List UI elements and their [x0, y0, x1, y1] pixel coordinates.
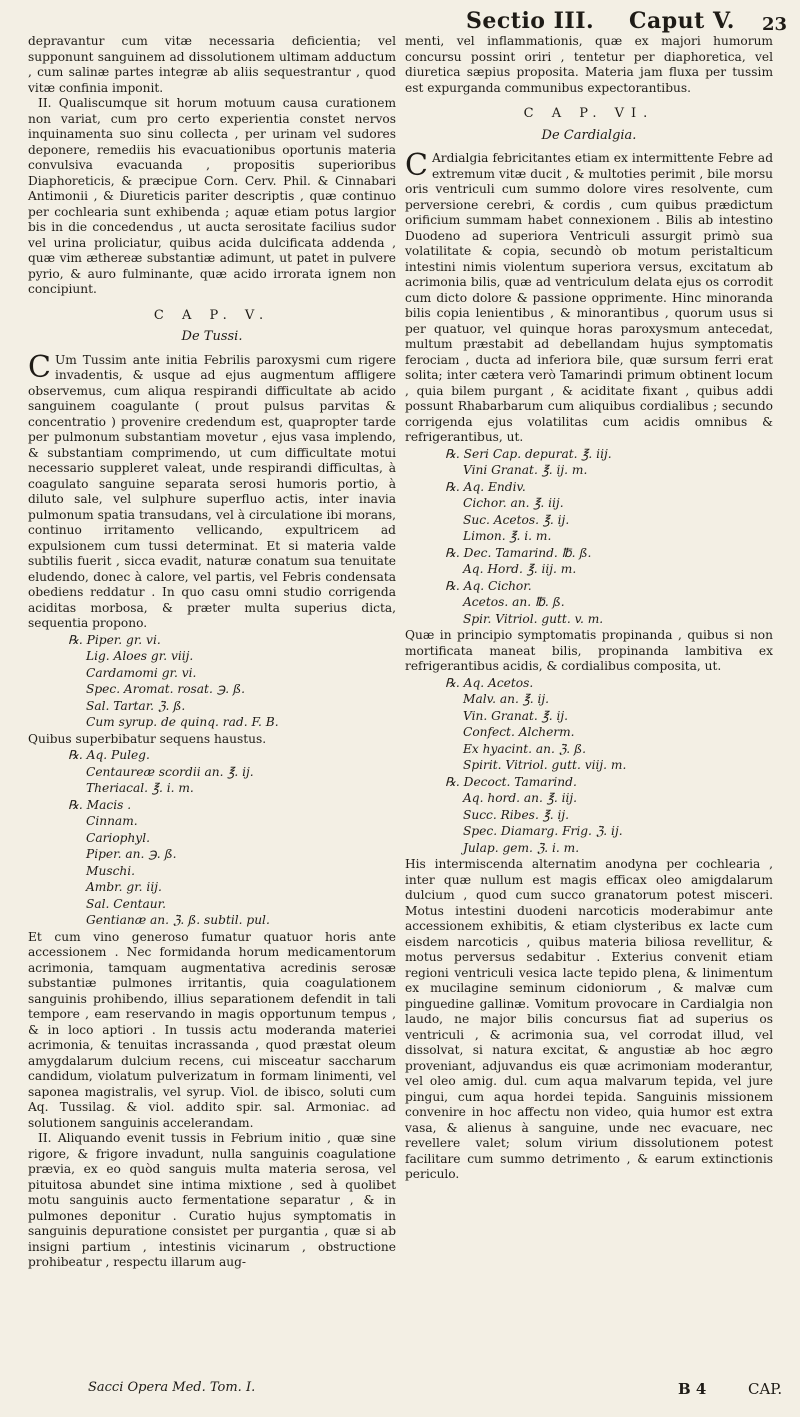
- chapter-title: Caput V.: [629, 8, 735, 34]
- recipe-line: Centaureæ scordii an. ℥. ij.: [86, 764, 254, 779]
- recipe-line: ℞. Seri Cap. depurat. ℥. iij.: [445, 446, 612, 461]
- paragraph: [28, 349, 396, 632]
- paragraph-text: Um Tussim ante initia Febrilis paroxysmi cum rigere invadentis, & usque ad ejus augmentum affligere observemus, cum aliqua respirandi difficultate ab acido sanguinem coagulante ( prout pulsus parvitas & concentratio ) provenire credendum est, quapropter tarde per pulmonum substantiam movetur , ejus vasa implendo, & substantiam comprimendo, ut cum difficultate motui necessario suppleret valeat, unde respirandi difficultas, à coagulato sanguine separata serosi humoris portio, à diluto sale, vel sulphure superfluo actis, inter inavia pulmonum spatia transudans, vel à circulatione ibi morans, continuo irritamento vellicando, expultricem ad expulsionem cum tussi determinat. Et si materia valde subtilis fuerit , sicca evadit, naturæ conatum sua tenuitate eludendo, donec à calore, vel partis, vel Febris condensata obediens reddatur . In quo casu omni studio corrigenda aciditas morbosa, & præter multa superius dicta, sequentia propono.: [28, 352, 396, 630]
- recipe-line: Aq. hord. an. ℥. iij.: [463, 791, 578, 805]
- recipe-line: Ambr. gr. iij.: [86, 880, 162, 894]
- running-title: Sacci Opera Med. Tom. I.: [88, 1380, 256, 1395]
- paragraph: menti, vel inflammationis, quæ ex majori humorum concursu possint oriri , tentetur per diaphoretica, vel diuretica sæpius proposita. Materia jam fluxa per tussim est expurganda communibus expectorantibus.: [405, 34, 773, 95]
- recipe-line: Sal. Centaur.: [86, 896, 167, 911]
- recipe-line: Aq. Hord. ℥. iij. m.: [463, 562, 577, 576]
- recipe-line: Vin. Granat. ℥. ij.: [463, 708, 569, 723]
- recipe-line: ℞. Aq. Puleg.: [68, 748, 150, 762]
- chapter-subtitle: De Tussi.: [181, 329, 243, 344]
- paragraph: II. Aliquando evenit tussis in Febrium initio , quæ sine rigore, & frigore invadunt, nulla sanguinis coagulatione prævia, ex eo quòd sanguis multa materia serosa, vel pituitosa abundet sine intima mixtione , sed à quolibet motu sanguinis aucto fermentatione separatur , & in pulmones deponitur . Curatio hujus symptomatis in sanguinis depuratione consistet per purgantia , quæ si ab insigni partium , intestinis vicinarum , obstructione prohibeatur , respectu illarum aug-: [28, 1131, 396, 1269]
- recipe-line: Cariophyl.: [86, 830, 150, 845]
- recipe-line: ℞. Aq. Acetos.: [445, 675, 534, 690]
- paragraph: [405, 148, 773, 446]
- right-column: [405, 34, 773, 1183]
- chapter-heading: C A P. V.: [153, 307, 271, 323]
- paragraph: depravantur cum vitæ necessaria deficientia; vel supponunt sanguinem ad dissolutionem ultimam adductum , cum salinæ partes integræ ab aliis sequestrantur , quod vitæ confinia imponit.: [28, 34, 396, 95]
- paragraph: Quibus superbibatur sequens haustus.: [28, 731, 267, 746]
- recipe-line: Succ. Ribes. ℥. ij.: [463, 807, 570, 822]
- paragraph: Quæ in principio symptomatis propinanda , quibus si non mortificata maneat bilis, propinanda lambitiva ex refrigerantibus acidis, & cordialibus composita, ut.: [405, 628, 773, 673]
- paragraph: II. Qualiscumque sit horum motuum causa curationem non variat, cum pro certo experientia constet nervos inquinamenta suo sinu collecta , per urinam vel sudores deponere, remediis his evacuationibus oportunis materia convulsiva evacuanda , propositis superioribus Diaphoreticis, & præcipue Corn. Cerv. Phil. & Cinnabari Antimonii , & Diureticis pariter descriptis , quæ continuo per cochlearia sunt exhibenda ; aquæ etiam potus largior bis in die concedendus , ut aucta serositate facilius sudor vel urina proliciatur, quibus acida dulcificata addenda , quæ vim æthereæ substantiæ adimunt, ut patet in pulvere pyrio, & auro fulminante, quæ acido irrorata ignem non concipiunt.: [28, 96, 396, 296]
- chapter-heading: C A P. VI.: [523, 106, 655, 121]
- recipe-line: Malv. an. ℥. ij.: [463, 692, 550, 706]
- drop-cap: C: [405, 148, 428, 183]
- signature-mark: B 4: [678, 1380, 707, 1398]
- recipe-line: ℞. Dec. Tamarind. ℔. ß.: [445, 545, 592, 560]
- recipe-line: Gentianæ an. ℨ. ß. subtil. pul.: [86, 913, 270, 927]
- recipe-line: Limon. ℥. i. m.: [463, 529, 552, 543]
- recipe-line: Cinnam.: [86, 814, 138, 828]
- recipe-line: Spir. Vitriol. gutt. v. m.: [463, 611, 604, 626]
- page-footer: [28, 1380, 783, 1404]
- recipe-line: Vini Granat. ℥. ij. m.: [463, 463, 588, 477]
- recipe-line: Suc. Acetos. ℥. ij.: [463, 512, 570, 527]
- recipe-line: ℞. Aq. Endiv.: [445, 479, 526, 494]
- recipe-line: Spec. Diamarg. Frig. ℨ. ij.: [463, 824, 623, 838]
- recipe-line: Cichor. an. ℥. iij.: [463, 496, 564, 510]
- recipe-line: Lig. Aloes gr. viij.: [86, 649, 194, 663]
- recipe-line: Spec. Aromat. rosat. ℈. ß.: [86, 682, 245, 696]
- recipe-line: Ex hyacint. an. ℨ. ß.: [463, 741, 586, 756]
- catchword: CAP.: [748, 1380, 783, 1398]
- section-title: Sectio III.: [466, 8, 595, 34]
- paragraph: Et cum vino generoso fumatur quatuor horis ante accessionem . Nec formidanda horum medicamentorum acrimonia, tamquam augmentativa acredinis serosæ substantiæ pulmones irritantis, quia coagulationem sanguinis prohibendo, illius separationem defendit in tali tempore , eam reservando in magis opportunum tempus , & in loco aptiori . In tussis actu moderanda materiei acrimonia, & tenuitas incrassanda , quod præstat oleum amygdalarum dulcium recens, cui misceatur saccharum candidum, violatum pulverizatum in formam linimenti, vel saponea magistralis, vel syrup. Viol. de ibisco, soluti cum Aq. Tussilag. & viol. addito spir. sal. Armoniac. ad solutionem sanguinis accelerandam.: [28, 929, 396, 1130]
- running-header: [0, 8, 800, 36]
- recipe-line: Acetos. an. ℔. ß.: [463, 595, 565, 609]
- paragraph-text: Ardialgia febricitantes etiam ex intermittente Febre ad extremum vitæ ducit , & multoties perimit , bile morsu oris ventriculi cum summo dolore vires resolvente, cum perversione cerebri, & cordis , cum quibus prædictum orificium summam habet connexionem . Bilis ab intestino Duodeno ad superiora Ventriculi assurgit primò sua volatilitate & copia, secundò ob motum peristalticum intestini nimis violentum superiora versus, excitatum ab acrimonia bilis, quæ ad ventriculum delata ejus os corrodit cum dicto dolore & passione opprimente. Hinc minoranda bilis copia lenientibus , & minorantibus , quorum usus si per quatuor, vel quinque horas paroxysmum antecedat, multum præstabit ad debellandam hujus symptomatis ferociam , ducta ad inferiora bile, quæ sursum ferri erat solita; inter cætera verò Tamarindi primum obtinent locum , quia bilem purgant , & aciditate fixant , quibus addi possunt Rhabarbarum cum aliquibus cordialibus ; secundo corrigenda ejus volatilitas cum acidis omnibus & refrigerantibus, ut.: [405, 151, 773, 444]
- drop-cap: C: [28, 349, 51, 385]
- page-number: 23: [762, 14, 788, 35]
- recipe-line: Julap. gem. ℨ. i. m.: [463, 840, 580, 855]
- recipe-line: Confect. Alcherm.: [463, 725, 575, 739]
- paragraph: His intermiscenda alternatim anodyna per cochlearia , inter quæ nullum est magis efficax oleo amigdalarum dulcium , quod cum succo granatorum potest misceri. Motus intestini duodeni narcoticis moderabimur ante accessionem exhibitis, & etiam clysteribus ex lacte cum eisdem narcoticis , quibus materia biliosa revellitur, & motus perversus sedabitur . Exterius convenit etiam regioni ventriculi vesica lacte tepido plena, & linimentum ex mucilagine seminum cidoniorum , & malvæ cum pinguedine gallinæ. Vomitum provocare in Cardialgia non laudo, ne major bilis concursus fiat ad superius os ventriculi , & acrimonia sua, vel corrodat illud, vel dissolvat, si natura excitat, & angustiæ ab hoc ægro proveniant, adjuvandus eis quæ acrimoniam moderantur, vel oleo amig. dul. cum aqua malvarum tepida, vel jure pingui, cum aqua hordei tepida. Sanguinis missionem convenire in hoc affectu non video, quia humor est extra vasa, & alienus à sanguine, unde nec evacuare, nec revellere valet; solum virium dissolutionem potest facilitare cum summo detrimento , & earum extinctionis periculo.: [405, 857, 773, 1181]
- recipe-line: ℞. Piper. gr. vi.: [68, 632, 161, 647]
- recipe-line: Theriacal. ℥. i. m.: [86, 781, 194, 795]
- recipe-line: Cum syrup. de quinq. rad. F. B.: [86, 715, 279, 729]
- recipe-line: Piper. an. ℈. ß.: [86, 847, 177, 861]
- recipe-line: ℞. Decoct. Tamarind.: [445, 774, 577, 789]
- recipe-line: Cardamomi gr. vi.: [86, 665, 197, 680]
- chapter-subtitle: De Cardialgia.: [541, 127, 637, 143]
- recipe-line: Spirit. Vitriol. gutt. viij. m.: [463, 758, 627, 772]
- recipe-line: ℞. Aq. Cichor.: [445, 578, 532, 593]
- recipe-line: Sal. Tartar. ℨ. ß.: [86, 698, 186, 713]
- recipe-line: Muschi.: [86, 863, 136, 878]
- recipe-line: ℞. Macis .: [68, 797, 132, 812]
- left-column: [28, 34, 396, 1271]
